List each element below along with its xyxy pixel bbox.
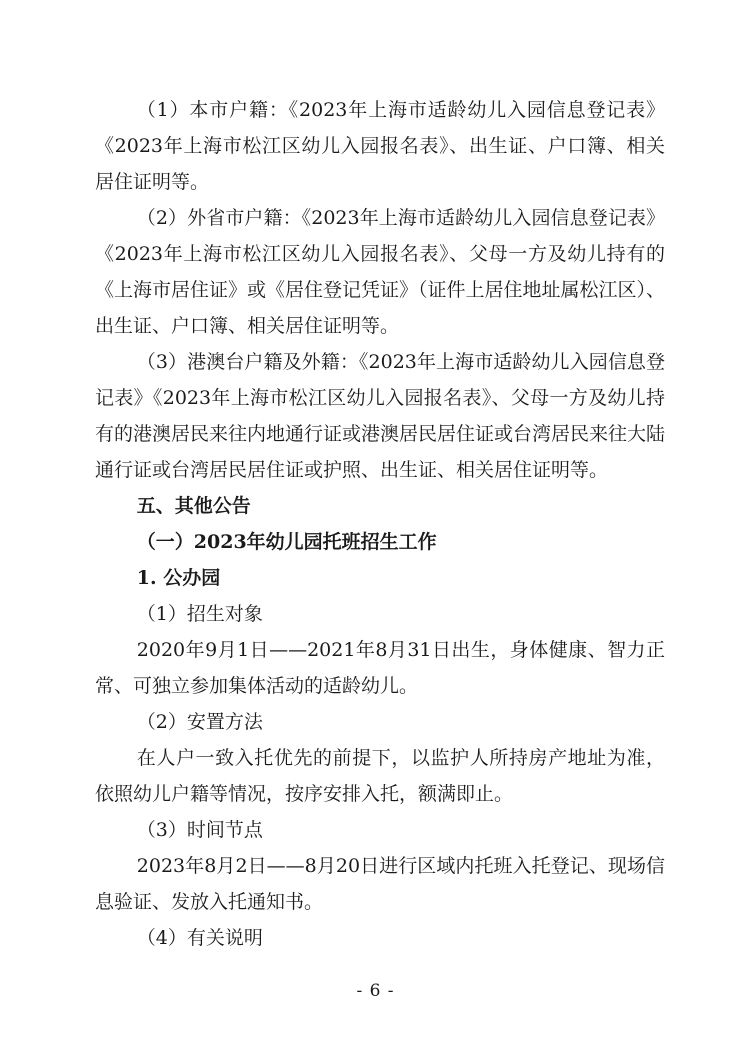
- item-heading-placement-method: （2）安置方法: [136, 711, 263, 733]
- subsection-heading-nursery-enrollment: （一）2023年幼儿园托班招生工作: [136, 531, 437, 553]
- paragraph-local-hukou: （1）本市户籍：《2023年上海市适龄幼儿入园信息登记表》《2023年上海市松江区幼儿入园报名表》、出生证、户口簿、相关居住证明等。: [95, 99, 665, 193]
- section-heading-other-notices: 五、其他公告: [136, 495, 251, 517]
- paragraph-enrollment-target: 2020年9月1日——2021年8月31日出生，身体健康、智力正常、可独立参加集体活动的适龄幼儿。: [95, 639, 665, 697]
- paragraph-other-province-hukou: （2）外省市户籍：《2023年上海市适龄幼儿入园信息登记表》《2023年上海市松江区幼儿入园报名表》、父母一方及幼儿持有的《上海市居住证》或《居住登记凭证》（证件上居住地址属松江区）、出生证、户口簿、相关居住证明等。: [95, 207, 666, 337]
- item-heading-timeline: （3）时间节点: [136, 819, 263, 841]
- page-number: - 6 -: [356, 981, 395, 1001]
- item-heading-notes: （4）有关说明: [136, 927, 263, 949]
- paragraph-timeline: 2023年8月2日——8月20日进行区域内托班入托登记、现场信息验证、发放入托通知书。: [95, 855, 665, 913]
- item-heading-enrollment-target: （1）招生对象: [136, 603, 263, 625]
- paragraph-hk-macao-taiwan-foreign: （3）港澳台户籍及外籍：《2023年上海市适龄幼儿入园信息登记表》《2023年上海市松江区幼儿入园报名表》、父母一方及幼儿持有的港澳居民来往内地通行证或港澳居民居住证或台湾居民来往大陆通行证或台湾居民居住证或护照、出生证、相关居住证明等。: [95, 351, 666, 481]
- subsection-heading-public-kindergarten: 1. 公办园: [136, 567, 221, 589]
- paragraph-placement-method: 在人户一致入托优先的前提下，以监护人所持房产地址为准，依照幼儿户籍等情况，按序安排入托，额满即止。: [95, 747, 665, 805]
- document-body: [95, 92, 665, 956]
